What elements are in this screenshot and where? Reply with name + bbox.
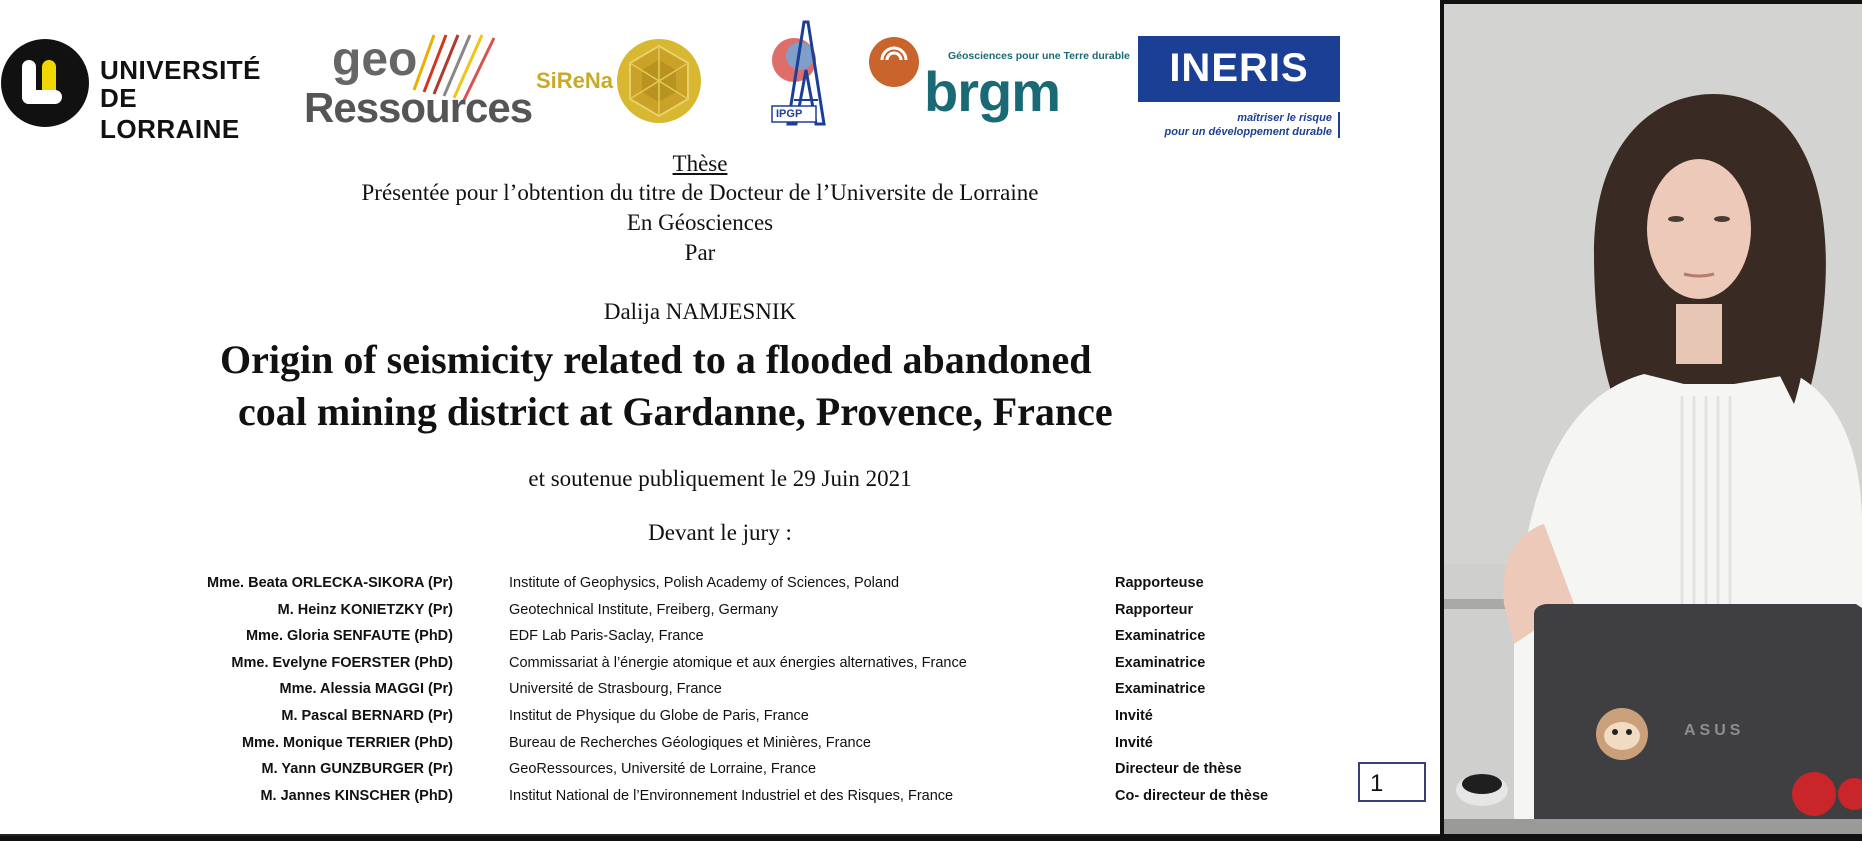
ineris-tagline-2: pour un développement durable bbox=[1164, 126, 1332, 138]
jury-row bbox=[0, 761, 1440, 787]
ipgp-logo bbox=[764, 20, 844, 132]
jury-member-institution: Bureau de Recherches Géologiques et Minières, France bbox=[509, 734, 871, 751]
jury-member-name: M. Yann GUNZBURGER (Pr) bbox=[261, 761, 453, 778]
brgm-text: brgm bbox=[924, 60, 1060, 123]
jury-member-institution: Institute of Geophysics, Polish Academy of Sciences, Poland bbox=[509, 575, 900, 591]
jury-member-role: Directeur de thèse bbox=[1115, 761, 1242, 778]
jury-member-role: Invité bbox=[1115, 708, 1153, 724]
brgm-tagline: Géosciences pour une Terre durable bbox=[948, 50, 1130, 62]
jury-row bbox=[0, 655, 1440, 681]
field-line: En Géosciences bbox=[626, 210, 774, 235]
jury-member-name: Mme. Alessia MAGGI (Pr) bbox=[279, 681, 453, 698]
jury-row bbox=[0, 788, 1440, 814]
lorraine-emblem-icon bbox=[0, 38, 90, 128]
jury-member-name: M. Jannes KINSCHER (PhD) bbox=[260, 787, 453, 804]
jury-member-name: Mme. Evelyne FOERSTER (PhD) bbox=[231, 654, 453, 671]
jury-member-role: Invité bbox=[1115, 734, 1153, 751]
ineris-tagline-bar bbox=[1338, 112, 1340, 138]
jury-member-institution: GeoRessources, Université de Lorraine, France bbox=[509, 761, 817, 778]
jury-member-role: Co- directeur de thèse bbox=[1115, 787, 1269, 804]
jury-row bbox=[0, 681, 1440, 707]
jury-row bbox=[0, 735, 1440, 761]
jury-member-name: Mme. Beata ORLECKA-SIKORA (Pr) bbox=[207, 575, 453, 591]
jury-member-institution: Commissariat à l’énergie atomique et aux énergies alternatives, France bbox=[509, 654, 967, 671]
jury-heading: Devant le jury : bbox=[648, 520, 792, 545]
slide-bottom-border bbox=[0, 834, 1440, 836]
jury-row bbox=[0, 575, 1440, 601]
jury-member-institution: Geotechnical Institute, Freiberg, Germany bbox=[509, 601, 779, 618]
lorraine-line1: UNIVERSITÉ bbox=[100, 55, 262, 85]
sirena-gem-icon bbox=[616, 38, 702, 124]
jury-member-role: Rapporteur bbox=[1115, 601, 1194, 618]
laptop-brand: ASUS bbox=[1684, 722, 1745, 739]
georessources-logo bbox=[304, 30, 533, 131]
ineris-logo bbox=[1138, 36, 1340, 142]
par-line: Par bbox=[684, 240, 716, 265]
jury-member-name: Mme. Monique TERRIER (PhD) bbox=[241, 734, 453, 751]
ipgp-text: IPGP bbox=[776, 108, 803, 120]
jury-member-institution: Institut de Physique du Globe de Paris, France bbox=[509, 708, 809, 724]
jury-list bbox=[0, 575, 1440, 815]
ineris-box bbox=[1138, 36, 1340, 102]
thesis-title-line1: Origin of seismicity related to a flooded abandoned bbox=[220, 337, 1092, 382]
jury-member-role: Examinatrice bbox=[1115, 628, 1206, 645]
these-heading: Thèse bbox=[672, 151, 728, 176]
defense-date: et soutenue publiquement le 29 Juin 2021 bbox=[528, 466, 912, 491]
ineris-tagline-1: maîtriser le risque bbox=[1237, 112, 1332, 124]
jury-row bbox=[0, 708, 1440, 734]
jury-member-institution: Institut National de l’Environnement Industriel et des Risques, France bbox=[509, 787, 954, 804]
jury-member-role: Rapporteuse bbox=[1115, 575, 1204, 591]
presented-line: Présentée pour l’obtention du titre de Docteur de l’Universite de Lorraine bbox=[361, 180, 1039, 205]
lorraine-line2: DE LORRAINE bbox=[100, 83, 240, 144]
georessources-top-text: geo bbox=[332, 33, 418, 86]
presenter-scene-icon bbox=[1444, 4, 1862, 834]
jury-row bbox=[0, 602, 1440, 628]
jury-member-name: M. Pascal BERNARD (Pr) bbox=[281, 708, 453, 724]
jury-member-name: Mme. Gloria SENFAUTE (PhD) bbox=[245, 628, 453, 645]
jury-member-role: Examinatrice bbox=[1115, 681, 1206, 698]
jury-member-institution: Université de Strasbourg, France bbox=[509, 681, 722, 698]
thesis-title bbox=[180, 334, 1260, 438]
author-name: Dalija NAMJESNIK bbox=[603, 299, 797, 324]
jury-member-name: M. Heinz KONIETZKY (Pr) bbox=[277, 601, 453, 618]
page-number-box: 1 bbox=[1358, 762, 1426, 802]
universite-lorraine-logo bbox=[0, 38, 262, 144]
brgm-logo bbox=[868, 34, 1130, 130]
sirena-logo bbox=[536, 38, 706, 128]
thesis-title-line2: coal mining district at Gardanne, Provence, France bbox=[238, 389, 1113, 434]
jury-member-institution: EDF Lab Paris-Saclay, France bbox=[509, 628, 704, 645]
presenter-video bbox=[1444, 4, 1862, 834]
ineris-text: INERIS bbox=[1169, 46, 1309, 90]
jury-row bbox=[0, 628, 1440, 654]
georessources-bottom-text: Ressources bbox=[304, 84, 533, 131]
sirena-text: SiReNa bbox=[536, 68, 614, 93]
jury-member-role: Examinatrice bbox=[1115, 654, 1206, 671]
brgm-emblem-icon bbox=[868, 36, 920, 88]
